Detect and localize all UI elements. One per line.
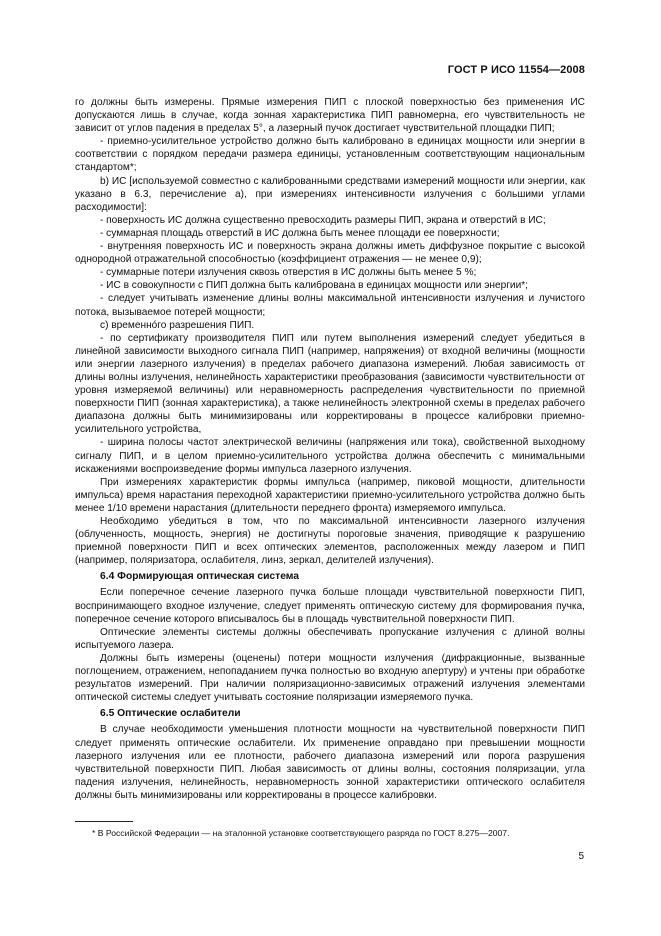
list-item: - суммарные потери излучения сквозь отверстия в ИС должны быть менее 5 %; <box>100 267 477 279</box>
paragraph: Оптические элементы системы должны обеспечивать пропускание излучения с длиной волны испытуемого лазера. <box>75 626 585 651</box>
list-item: - следует учитывать изменение длины волны максимальной интенсивности излучения и лучистого потока, вызываемое потерей мощности; <box>75 293 585 318</box>
list-item: - суммарная площадь отверстий в ИС должна быть менее площади ее поверхности; <box>100 227 500 239</box>
list-item: - по сертификату производителя ПИП или путем выполнения измерений следует убедиться в линейной зависимости выходного сигнала ПИП (например, напряжения) от входной величины (мощности или энергии лазерного излучения) в пределах рабочего диапазона измерений. Любая зависимость от длины волны излучения, нелинейность характеристики преобразования (зависимости чувствительности от уровня измеряемой величины) или неравномерность распределения чувствительности по приемной поверхности ПИП (зонная характеристика), а также нелинейность электронной схемы в пределах рабочего диапазона должны быть минимизированы или корректированы в процессе калибровки приемно-усилительного устройства, <box>75 332 585 436</box>
paragraph: При измерениях характеристик формы импульса (например, пиковой мощности, длительности импульса) время нарастания переходной характеристики приемно-усилительного устройства должно быть менее 1/10 времени нарастания (длительности переднего фронта) измеряемого импульса. <box>75 476 585 514</box>
paragraph: Должны быть измерены (оценены) потери мощности излучения (дифракционные, вызванные поглощением, отражением, непопаданием пучка полностью во входную апертуру) и учтены при обработке результатов измерений. При наличии поляризационно-зависимых отражений излучения элементами оптической системы следует учитывать состояние поляризации измеряемого пучка. <box>75 652 585 704</box>
list-item: - ширина полосы частот электрической величины (напряжения или тока), свойственной выходному сигналу ПИП, и в целом приемно-усилительного устройства должна обеспечить с минимальными искажениями воспроизведение формы импульса лазерного излучения. <box>75 437 585 475</box>
list-item: - приемно-усилительное устройство должно быть калибровано в единицах мощности или энергии в соответствии с порядком передачи размера единицы, установленным соответствующим национальным стандартом*; <box>75 136 585 174</box>
list-item: - поверхность ИС должна существенно превосходить размеры ПИП, экрана и отверстий в ИС; <box>100 214 546 226</box>
paragraph: В случае необходимости уменьшения плотности мощности на чувствительной поверхности ПИП следует применять оптические ослабители. Их применение оправдано при превышении мощности лазерного излучения или ее плотности, рабочего диапазона измерений или порога разрушения чувствительной поверхности ПИП. Любая зависимость от длины волны, состояния поляризации, угла падения излучения, нелинейность, неравномерность зонной характеристики оптического ослабителя должны быть минимизированы или корректированы в процессе калибровки. <box>75 724 585 801</box>
list-item: b) ИС [используемой совместно с калиброванными средствами измерений мощности или энергии, как указано в 6.3, перечисление а), при измерениях интенсивности излучения с большими углами расходимости]: <box>75 175 585 213</box>
document-header: ГОСТ Р ИСО 11554—2008 <box>447 64 585 76</box>
paragraph: Необходимо убедиться в том, что по максимальной интенсивности лазерного излучения (облученность, мощность, энергия) не достигнуты пороговые значения, приводящие к разрушению приемной поверхности ПИП и всех оптических элементов, расположенных между лазером и ПИП (например, поляризатора, ослабителя, линз, зеркал, делителей излучения). <box>75 516 585 567</box>
list-item: - внутренняя поверхность ИС и поверхность экрана должны иметь диффузное покрытие с высокой однородной отражательной способностью (коэффициент отражения — не менее 0,9); <box>75 241 585 266</box>
list-item: с) временно́го разрешения ПИП. <box>100 319 255 331</box>
paragraph: го должны быть измерены. Прямые измерения ПИП с плоской поверхностью без применения ИС допускаются лишь в случае, когда зонная характеристика ПИП равномерна, его чувствительность не зависит от углов падения в пределах 5°, а лазерный пучок достигает чувствительной площадки ПИП; <box>75 97 585 135</box>
section-heading-6-5: 6.5 Оптические ослабители <box>100 708 241 720</box>
section-heading-6-4: 6.4 Формирующая оптическая система <box>100 571 299 583</box>
document-body <box>75 96 585 802</box>
footnote-separator <box>75 821 133 822</box>
paragraph: Если поперечное сечение лазерного пучка больше площади чувствительной поверхности ПИП, воспринимающего входное излучение, следует применять оптическую систему для формирования пучка, поперечное сечение которого вписывалось бы в площадь чувствительной поверхности ПИП. <box>75 587 585 625</box>
list-item: - ИС в совокупности с ПИП должна быть калибрована в единицах мощности или энергии*; <box>100 280 528 292</box>
footnote: * В Российской Федерации — на эталонной установке соответствующего разряда по ГОСТ 8.275—2007. <box>92 828 510 838</box>
page-number: 5 <box>578 851 584 862</box>
